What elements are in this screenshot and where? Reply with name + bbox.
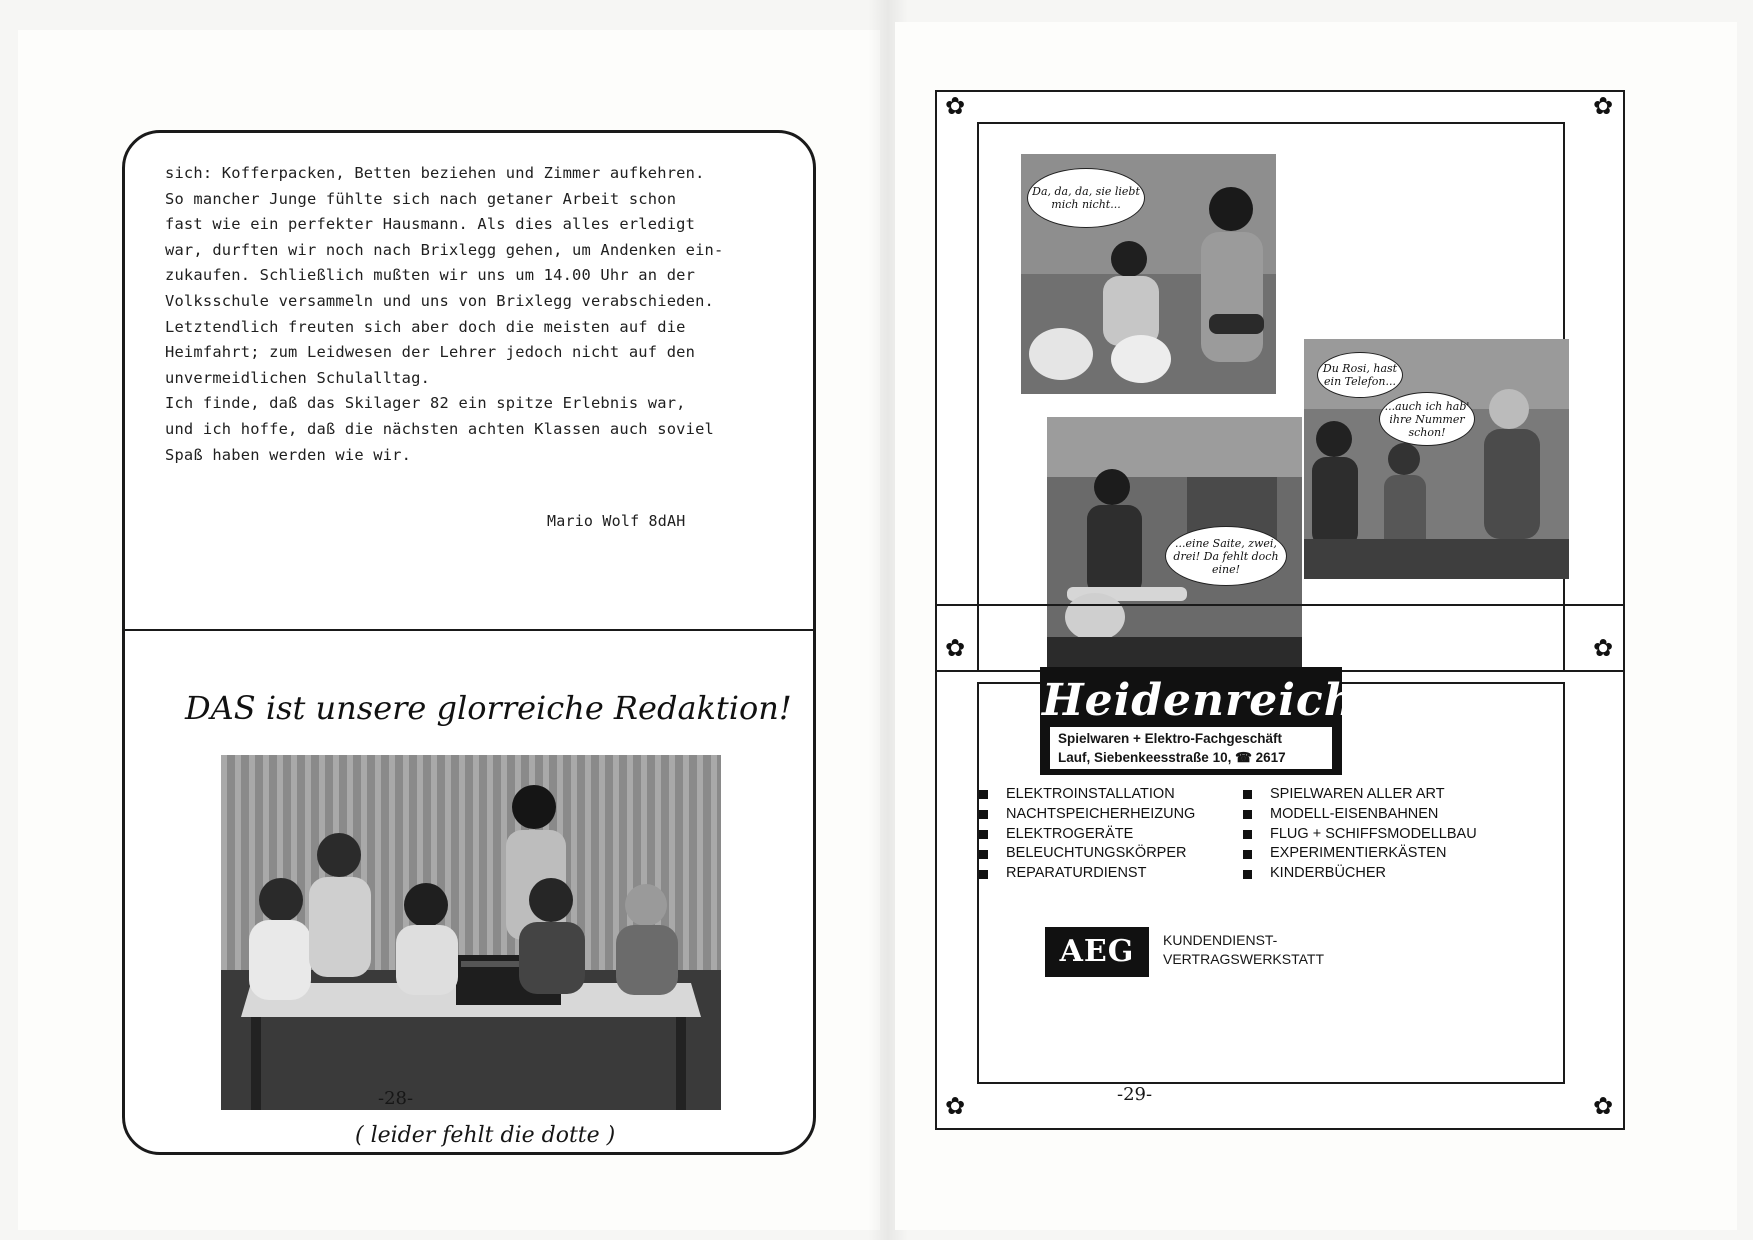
service-item: SPIELWAREN ALLER ART	[1243, 785, 1477, 805]
aeg-service-text: KUNDENDIENST- VERTRAGSWERKSTATT	[1163, 932, 1325, 967]
photo-frame	[977, 122, 1565, 672]
left-page	[18, 30, 880, 1230]
bullet-square-icon	[979, 870, 988, 879]
story-line: und ich hoffe, daß die nächsten achten Klassen auch soviel	[165, 419, 715, 438]
story-line: zukaufen. Schließlich mußten wir uns um 14.00 Uhr an der	[165, 266, 696, 285]
service-item: ELEKTROINSTALLATION	[979, 785, 1195, 805]
services-list-right	[1243, 785, 1477, 884]
flower-ornament-icon: ✿	[944, 634, 966, 662]
redaktion-photo	[221, 755, 721, 1110]
company-name: Heidenreich	[1042, 675, 1357, 726]
frame-rule	[937, 604, 1623, 606]
story-text	[165, 161, 785, 530]
redaktion-photo-image	[221, 755, 721, 1110]
story-line: sich: Kofferpacken, Betten beziehen und Zimmer aufkehren.	[165, 164, 705, 182]
service-item: BELEUCHTUNGSKÖRPER	[979, 844, 1195, 864]
bullet-square-icon	[979, 810, 988, 819]
service-item: NACHTSPEICHERHEIZUNG	[979, 805, 1195, 825]
bullet-square-icon	[979, 790, 988, 799]
story-frame	[122, 130, 816, 1155]
service-item: REPARATURDIENST	[979, 864, 1195, 884]
story-line: fast wie ein perfekter Hausmann. Als dies alles erledigt	[165, 215, 696, 234]
service-item: MODELL-EISENBAHNEN	[1243, 805, 1477, 825]
speech-bubble: Du Rosi, hast ein Telefon...	[1317, 352, 1403, 398]
right-page	[895, 22, 1737, 1230]
story-author: Mario Wolf 8dAH	[547, 512, 686, 530]
bullet-square-icon	[1243, 870, 1252, 879]
ad-outer-frame	[935, 90, 1625, 1130]
story-line: unvermeidlichen Schulalltag.	[165, 368, 431, 387]
flower-ornament-icon: ✿	[1592, 92, 1614, 120]
service-item: KINDERBÜCHER	[1243, 864, 1477, 884]
bullet-square-icon	[979, 830, 988, 839]
speech-bubble: ...eine Saite, zwei, drei! Da fehlt doch eine!	[1165, 526, 1287, 586]
photo-caption: ( leider fehlt die dotte )	[355, 1123, 616, 1148]
speech-bubble: Da, da, da, sie liebt mich nicht...	[1027, 168, 1145, 228]
page-number-right: -29-	[1117, 1084, 1153, 1105]
bullet-square-icon	[1243, 810, 1252, 819]
story-line: Spaß haben werden wie wir.	[165, 445, 412, 464]
story-line: Heimfahrt; zum Leidwesen der Lehrer jedoch nicht auf den	[165, 343, 696, 362]
bullet-square-icon	[1243, 850, 1252, 859]
services-list-left	[979, 785, 1195, 884]
company-details	[1050, 727, 1332, 769]
flower-ornament-icon: ✿	[944, 1092, 966, 1120]
story-line: Ich finde, daß das Skilager 82 ein spitze Erlebnis war,	[165, 394, 686, 413]
page-number-left: -28-	[378, 1088, 414, 1109]
heidenreich-logo	[1040, 667, 1357, 775]
company-tagline: Spielwaren + Elektro-Fachgeschäft	[1058, 731, 1282, 746]
story-line: Volksschule versammeln und uns von Brixlegg verabschieden.	[165, 291, 715, 310]
service-item: ELEKTROGERÄTE	[979, 825, 1195, 845]
story-line: Letztendlich freuten sich aber doch die meisten auf die	[165, 317, 686, 336]
flower-ornament-icon: ✿	[1592, 1092, 1614, 1120]
bullet-square-icon	[1243, 790, 1252, 799]
speech-bubble: ...auch ich hab' ihre Nummer schon!	[1379, 392, 1475, 446]
section-divider	[125, 629, 813, 631]
bullet-square-icon	[1243, 830, 1252, 839]
flower-ornament-icon: ✿	[944, 92, 966, 120]
flower-ornament-icon: ✿	[1592, 634, 1614, 662]
service-item: FLUG + SCHIFFSMODELLBAU	[1243, 825, 1477, 845]
aeg-logo: AEG	[1045, 927, 1149, 977]
service-item: EXPERIMENTIERKÄSTEN	[1243, 844, 1477, 864]
story-line: war, durften wir noch nach Brixlegg gehen, um Andenken ein-	[165, 240, 724, 259]
redaktion-headline: DAS ist unsere glorreiche Redaktion!	[185, 689, 792, 727]
bullet-square-icon	[979, 850, 988, 859]
company-address: Lauf, Siebenkeesstraße 10, ☎ 2617	[1058, 750, 1286, 765]
story-line: So mancher Junge fühlte sich nach getaner Arbeit schon	[165, 189, 677, 208]
